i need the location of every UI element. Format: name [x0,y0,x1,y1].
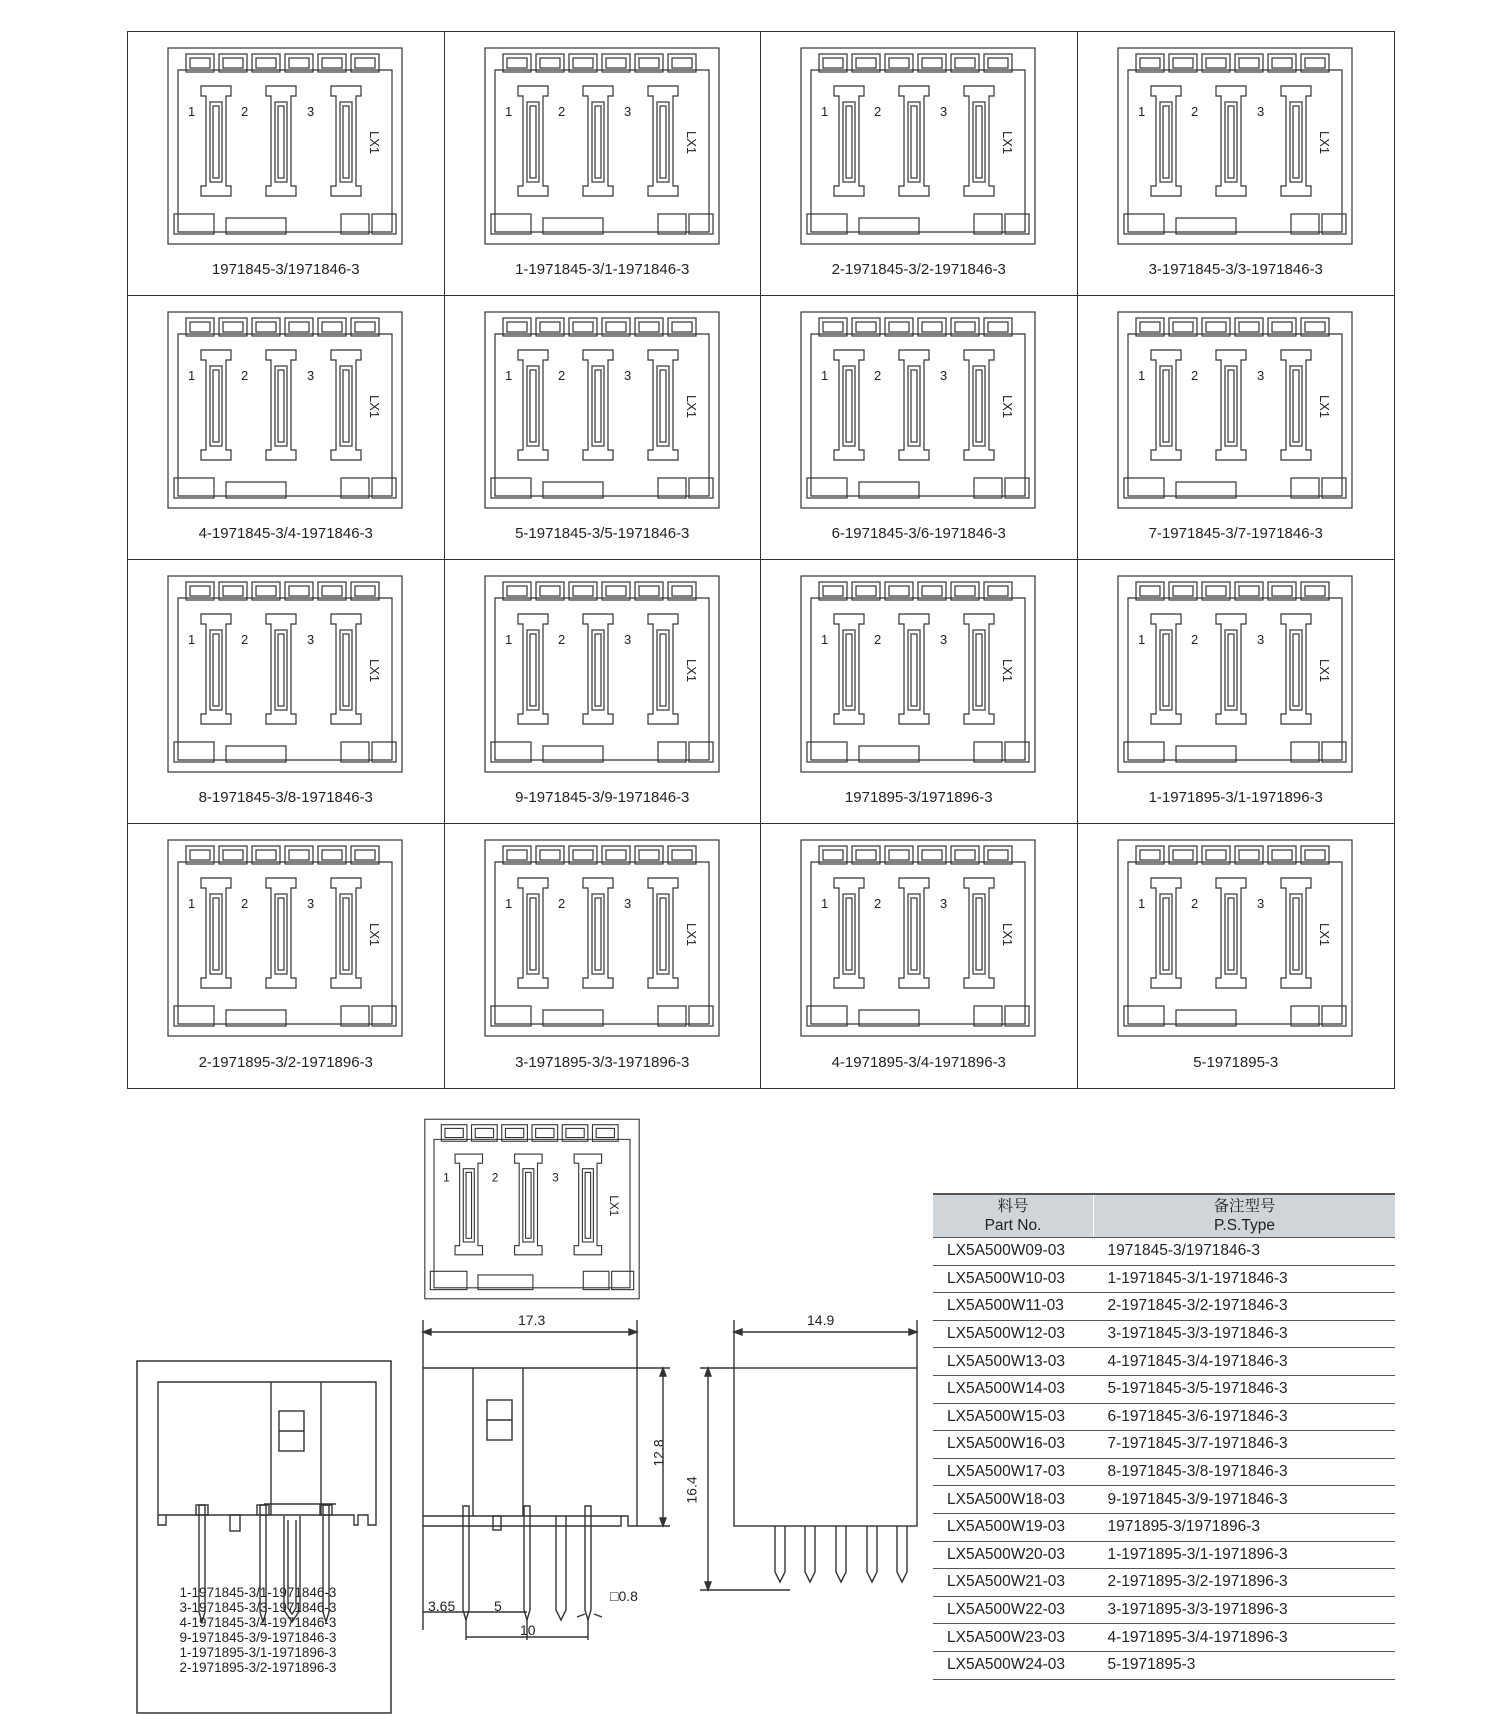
variant-cell [128,296,445,560]
table-header-part: 料号 Part No. [933,1194,1094,1238]
connector-top-view [166,46,404,246]
svg-text:1: 1 [188,368,196,383]
table-row: LX5A500W22-03 3-1971895-3/3-1971896-3 [933,1596,1395,1624]
connector-top-view [483,838,721,1038]
note-line: 3-1971845-3/3-1971846-3 [179,1600,337,1615]
svg-text:3: 3 [307,896,315,911]
svg-text:3: 3 [940,368,948,383]
variant-caption: 2-1971895-3/2-1971896-3 [198,1054,373,1071]
variant-caption: 1-1971895-3/1-1971896-3 [1148,789,1323,806]
dim-pitch-label: 5 [494,1598,502,1614]
svg-text:LX1: LX1 [367,395,382,419]
svg-text:3: 3 [940,896,948,911]
dim-body-height-label: 12.8 [650,1439,667,1467]
table-row: LX5A500W19-03 1971895-3/1971896-3 [933,1513,1395,1541]
table-row: LX5A500W14-03 5-1971845-3/5-1971846-3 [933,1375,1395,1403]
svg-text:1: 1 [1137,368,1145,383]
note-line: 2-1971895-3/2-1971896-3 [179,1660,337,1675]
svg-text:2: 2 [557,368,565,383]
dim-pin-size-label: □0.8 [610,1588,638,1604]
table-row: LX5A500W09-03 1971845-3/1971846-3 [933,1238,1395,1266]
variant-cell [1078,824,1395,1088]
reference-top-view [423,1114,641,1304]
connector-top-view [799,46,1037,246]
svg-text:1: 1 [1137,104,1145,119]
variant-caption: 4-1971845-3/4-1971846-3 [198,525,373,542]
svg-text:1: 1 [821,896,829,911]
front-view-drawing [420,1310,690,1640]
note-line: 4-1971845-3/4-1971846-3 [179,1615,337,1630]
table-row: LX5A500W13-03 4-1971845-3/4-1971846-3 [933,1348,1395,1376]
svg-text:LX1: LX1 [1316,395,1332,419]
variant-cell [445,296,762,560]
variant-caption: 9-1971845-3/9-1971846-3 [515,789,690,806]
svg-text:LX1: LX1 [1000,659,1015,683]
variant-cell [761,32,1078,296]
table-row: LX5A500W15-03 6-1971845-3/6-1971846-3 [933,1403,1395,1431]
connector-top-view [483,574,721,774]
variant-caption: 2-1971845-3/2-1971846-3 [831,261,1006,278]
svg-text:1: 1 [504,632,512,647]
svg-text:1: 1 [504,896,512,911]
variant-caption: 5-1971895-3 [1193,1054,1279,1071]
svg-text:2: 2 [874,104,882,119]
dim-depth-label: 14.9 [807,1312,835,1328]
variant-caption: 1-1971845-3/1-1971846-3 [515,261,690,278]
dim-pin-offset-label: 3.65 [428,1598,456,1614]
connector-variant-grid [127,31,1395,1089]
svg-text:LX1: LX1 [367,923,382,947]
svg-text:3: 3 [1256,896,1264,911]
connector-top-view [483,310,721,510]
svg-text:2: 2 [241,632,249,647]
connector-top-view [1116,574,1354,774]
svg-text:LX1: LX1 [367,659,382,683]
table-row: LX5A500W10-03 1-1971845-3/1-1971846-3 [933,1265,1395,1293]
table-row: LX5A500W16-03 7-1971845-3/7-1971846-3 [933,1431,1395,1459]
connector-top-view [1116,46,1354,246]
svg-text:3: 3 [1256,104,1264,119]
side-view-notes [138,1585,378,1675]
table-header-type: 备注型号 P.S.Type [1094,1194,1396,1238]
svg-text:LX1: LX1 [683,659,699,683]
variant-cell [128,560,445,824]
note-line: 1-1971895-3/1-1971896-3 [179,1645,337,1660]
svg-text:1: 1 [504,104,512,119]
svg-text:1: 1 [1137,632,1145,647]
svg-text:3: 3 [623,896,631,911]
variant-cell [445,32,762,296]
dim-total-height-label: 16.4 [683,1476,700,1504]
connector-top-view [166,310,404,510]
svg-text:3: 3 [623,632,631,647]
svg-text:3: 3 [623,368,631,383]
variant-cell [445,560,762,824]
connector-top-view [483,46,721,246]
svg-text:2: 2 [557,896,565,911]
svg-text:1: 1 [188,632,196,647]
svg-text:LX1: LX1 [1000,131,1015,155]
svg-text:LX1: LX1 [1316,923,1332,947]
connector-top-view [1116,838,1354,1038]
svg-text:1: 1 [504,368,512,383]
variant-cell [1078,560,1395,824]
svg-text:3: 3 [940,632,948,647]
svg-text:1: 1 [188,104,196,119]
svg-text:3: 3 [307,104,315,119]
svg-text:2: 2 [874,896,882,911]
svg-text:3: 3 [1256,368,1264,383]
svg-text:2: 2 [1190,632,1198,647]
connector-top-view [166,838,404,1038]
svg-text:LX1: LX1 [683,395,699,419]
table-row: LX5A500W11-03 2-1971845-3/2-1971846-3 [933,1293,1395,1321]
svg-text:LX1: LX1 [1000,395,1015,419]
variant-cell [761,296,1078,560]
svg-text:2: 2 [1190,896,1198,911]
svg-text:2: 2 [241,368,249,383]
variant-caption: 1971845-3/1971846-3 [211,261,360,278]
variant-cell [445,824,762,1088]
variant-caption: 1971895-3/1971896-3 [844,789,993,806]
variant-caption: 5-1971845-3/5-1971846-3 [515,525,690,542]
svg-text:2: 2 [557,104,565,119]
table-row: LX5A500W12-03 3-1971845-3/3-1971846-3 [933,1320,1395,1348]
variant-cell [1078,32,1395,296]
svg-text:2: 2 [874,632,882,647]
part-number-table [933,1193,1395,1680]
svg-text:3: 3 [307,632,315,647]
variant-cell [761,560,1078,824]
table-row: LX5A500W18-03 9-1971845-3/9-1971846-3 [933,1486,1395,1514]
end-view-drawing [690,1310,930,1610]
connector-top-view [799,838,1037,1038]
variant-caption: 3-1971845-3/3-1971846-3 [1148,261,1323,278]
variant-cell [128,32,445,296]
svg-text:1: 1 [821,632,829,647]
svg-text:2: 2 [874,368,882,383]
svg-text:1: 1 [821,104,829,119]
variant-cell [761,824,1078,1088]
table-row: LX5A500W17-03 8-1971845-3/8-1971846-3 [933,1458,1395,1486]
variant-caption: 6-1971845-3/6-1971846-3 [831,525,1006,542]
svg-text:3: 3 [552,1170,559,1185]
variant-cell [1078,296,1395,560]
svg-text:3: 3 [307,368,315,383]
table-row: LX5A500W23-03 4-1971895-3/4-1971896-3 [933,1624,1395,1652]
note-line: 1-1971845-3/1-1971846-3 [179,1585,337,1600]
variant-caption: 7-1971845-3/7-1971846-3 [1148,525,1323,542]
svg-text:2: 2 [1190,104,1198,119]
svg-text:LX1: LX1 [1000,923,1015,947]
svg-text:2: 2 [1190,368,1198,383]
svg-text:2: 2 [241,104,249,119]
dim-span-label: 10 [520,1622,536,1638]
variant-caption: 3-1971895-3/3-1971896-3 [515,1054,690,1071]
note-line: 9-1971845-3/9-1971846-3 [179,1630,337,1645]
table-row: LX5A500W21-03 2-1971895-3/2-1971896-3 [933,1569,1395,1597]
dim-width-label: 17.3 [518,1312,546,1328]
svg-text:1: 1 [443,1170,450,1185]
svg-text:2: 2 [491,1170,499,1185]
svg-text:LX1: LX1 [683,131,699,155]
svg-text:3: 3 [1256,632,1264,647]
svg-text:3: 3 [940,104,948,119]
table-row: LX5A500W20-03 1-1971895-3/1-1971896-3 [933,1541,1395,1569]
connector-top-view [799,310,1037,510]
svg-text:LX1: LX1 [683,923,699,947]
connector-top-view [166,574,404,774]
svg-text:LX1: LX1 [606,1195,621,1217]
variant-caption: 4-1971895-3/4-1971896-3 [831,1054,1006,1071]
svg-text:1: 1 [1137,896,1145,911]
svg-text:1: 1 [188,896,196,911]
svg-text:LX1: LX1 [1316,659,1332,683]
svg-text:2: 2 [241,896,249,911]
svg-text:1: 1 [821,368,829,383]
svg-text:LX1: LX1 [1316,131,1332,155]
svg-text:3: 3 [623,104,631,119]
connector-top-view [1116,310,1354,510]
connector-top-view [799,574,1037,774]
variant-cell [128,824,445,1088]
table-row: LX5A500W24-03 5-1971895-3 [933,1651,1395,1679]
svg-text:2: 2 [557,632,565,647]
variant-caption: 8-1971845-3/8-1971846-3 [198,789,373,806]
svg-text:LX1: LX1 [367,131,382,155]
